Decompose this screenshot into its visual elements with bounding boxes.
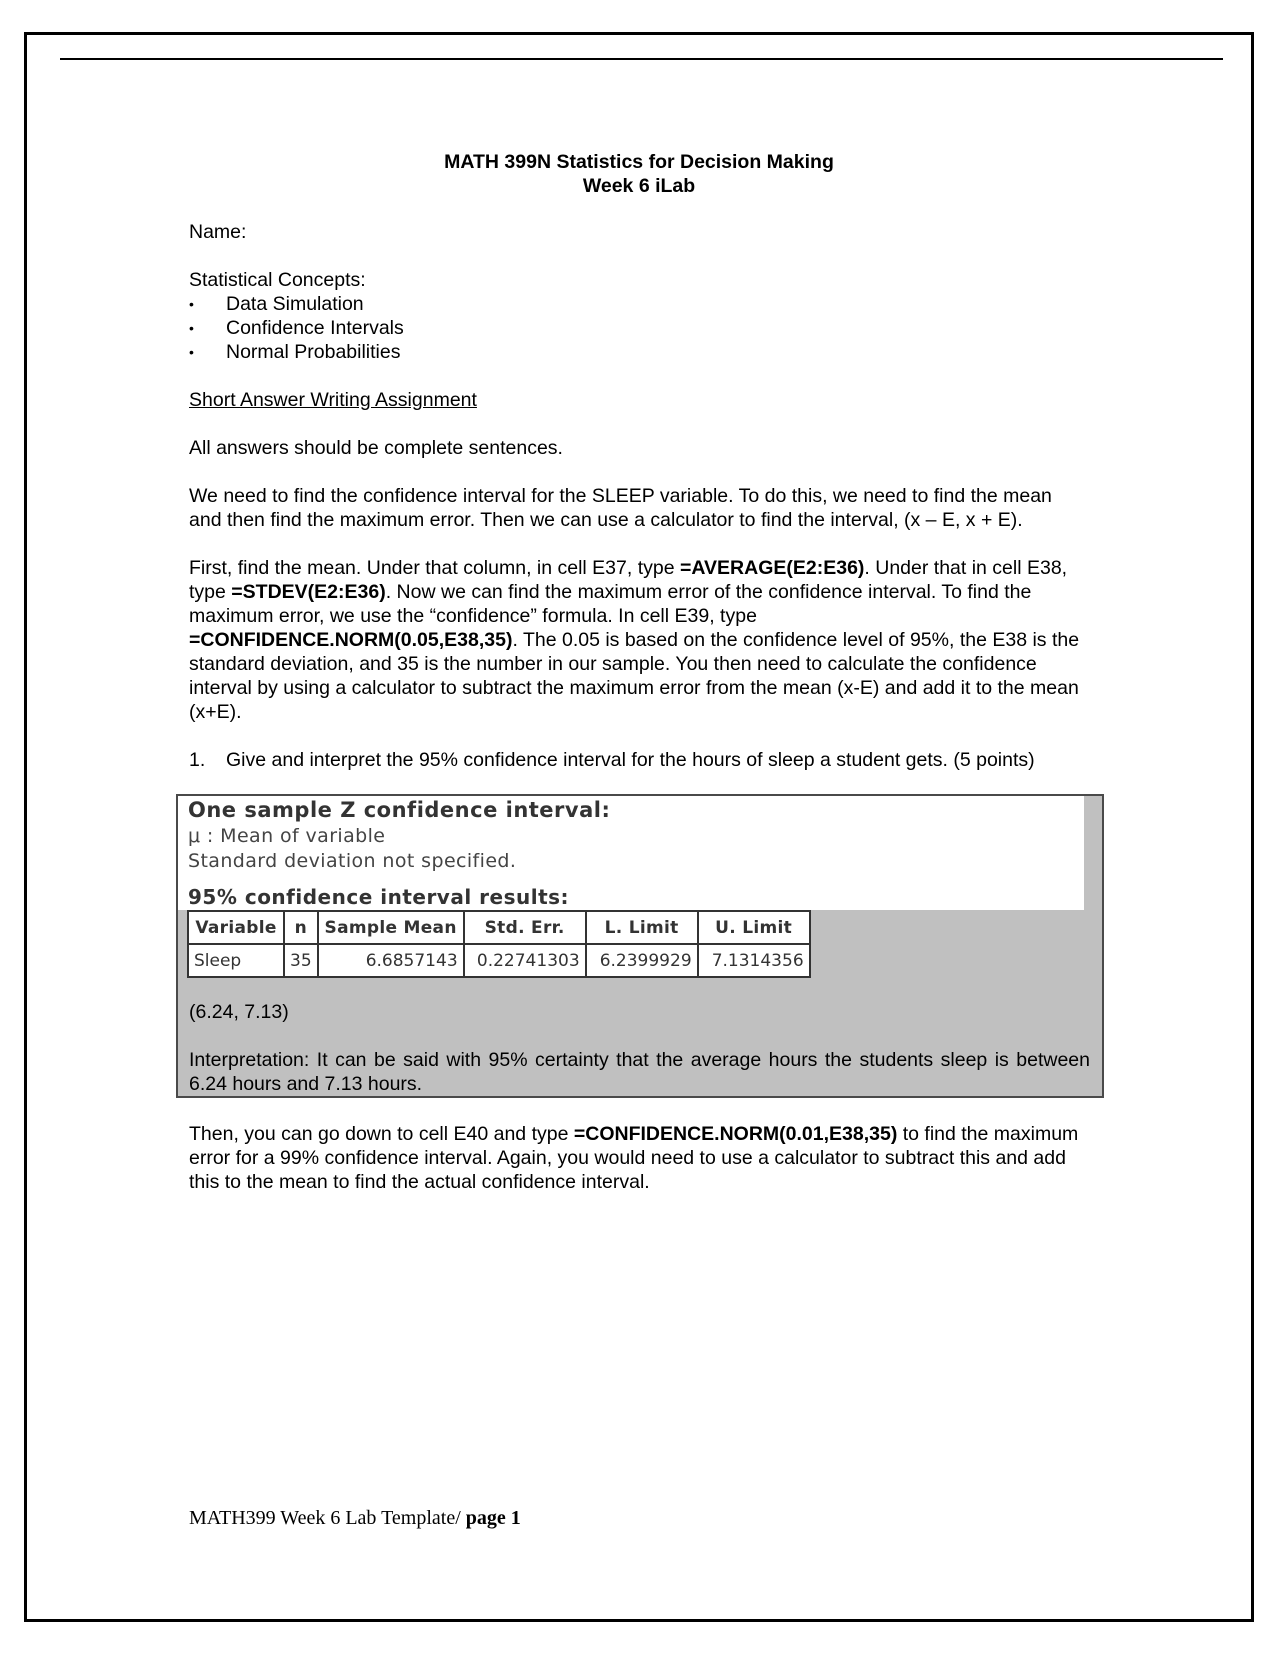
steps-paragraph: First, find the mean. Under that column, in cell E37, type =AVERAGE(E2:E36). Under that in cell E38, type =STDEV(E2:E36). Now we can find the maximum error of the confidence interval. To find the maximum error, we use the “confidence” formula. In cell E39, type =CONFIDENCE.NORM(0.05,E38,35). The 0.05 is based on the confidence level of 95%, the E38 is the standard deviation, and 35 is the number in our sample. You then need to calculate the confidence interval by using a calculator to subtract the maximum error from the mean (x-E) and add it to the mean (x+E). <box>189 557 1080 723</box>
concepts-heading: Statistical Concepts: <box>189 269 366 291</box>
table-cell: 35 <box>284 944 318 977</box>
page-number: page 1 <box>465 1507 521 1529</box>
column-header: Variable <box>188 911 284 944</box>
table-cell: Sleep <box>188 944 284 977</box>
formula-stdev: =STDEV(E2:E36) <box>231 581 386 603</box>
doc-subtitle: Week 6 iLab <box>582 175 696 197</box>
stat-output-param: μ : Mean of variable <box>188 825 386 847</box>
stat-output-title: One sample Z confidence interval: <box>188 798 611 822</box>
column-header: L. Limit <box>586 911 698 944</box>
interpretation-answer: Interpretation: It can be said with 95% certainty that the average hours the students sleep is between 6.24 hours and 7.13 hours. <box>189 1049 1090 1095</box>
answer-box <box>176 794 1104 1098</box>
header-rule <box>60 58 1223 60</box>
bullet-icon: • <box>189 296 194 312</box>
list-item: • Data Simulation <box>189 293 364 315</box>
formula-average: =AVERAGE(E2:E36) <box>680 557 865 579</box>
table-header-row <box>188 911 810 944</box>
table-cell: 6.2399929 <box>586 944 698 977</box>
assignment-heading: Short Answer Writing Assignment <box>189 389 477 411</box>
followup-paragraph: Then, you can go down to cell E40 and type =CONFIDENCE.NORM(0.01,E38,35) to find the maximum error for a 99% confidence interval. Again, you would need to use a calculator to subtract this and add this to the mean to find the actual confidence interval. <box>189 1123 1079 1193</box>
table-cell: 6.6857143 <box>318 944 464 977</box>
table-row <box>188 944 810 977</box>
results-table <box>187 910 811 978</box>
concepts-list <box>189 292 1089 364</box>
answer-text <box>178 978 1102 1096</box>
page-footer: MATH399 Week 6 Lab Template/ page 1 <box>189 1507 521 1529</box>
intro-paragraph: We need to find the confidence interval for the SLEEP variable. To do this, we need to find the mean and then find the maximum error. Then we can use a calculator to find the interval, (x – E, x + E). <box>189 485 1052 531</box>
list-item: • Confidence Intervals <box>189 317 404 339</box>
column-header: n <box>284 911 318 944</box>
bullet-icon: • <box>189 344 194 360</box>
question-1 <box>189 748 1089 772</box>
stat-results-heading: 95% confidence interval results: <box>188 885 570 909</box>
document-body <box>189 150 1089 1194</box>
interval-answer: (6.24, 7.13) <box>189 1001 289 1023</box>
list-item: • Normal Probabilities <box>189 341 401 363</box>
question-number: 1. <box>189 749 206 771</box>
formula-confidence-99: =CONFIDENCE.NORM(0.01,E38,35) <box>573 1123 898 1145</box>
formula-confidence: =CONFIDENCE.NORM(0.05,E38,35) <box>189 629 513 651</box>
doc-title: MATH 399N Statistics for Decision Making <box>444 151 834 173</box>
column-header: Std. Err. <box>464 911 586 944</box>
column-header: Sample Mean <box>318 911 464 944</box>
stat-output-panel <box>178 796 1084 910</box>
table-cell: 0.22741303 <box>464 944 586 977</box>
column-header: U. Limit <box>698 911 810 944</box>
question-text: Give and interpret the 95% confidence interval for the hours of sleep a student gets. (5 points) <box>226 749 1035 771</box>
stat-output-note: Standard deviation not specified. <box>188 850 517 872</box>
bullet-icon: • <box>189 320 194 336</box>
name-label: Name: <box>189 221 247 243</box>
instructions: All answers should be complete sentences. <box>189 437 563 459</box>
table-cell: 7.1314356 <box>698 944 810 977</box>
